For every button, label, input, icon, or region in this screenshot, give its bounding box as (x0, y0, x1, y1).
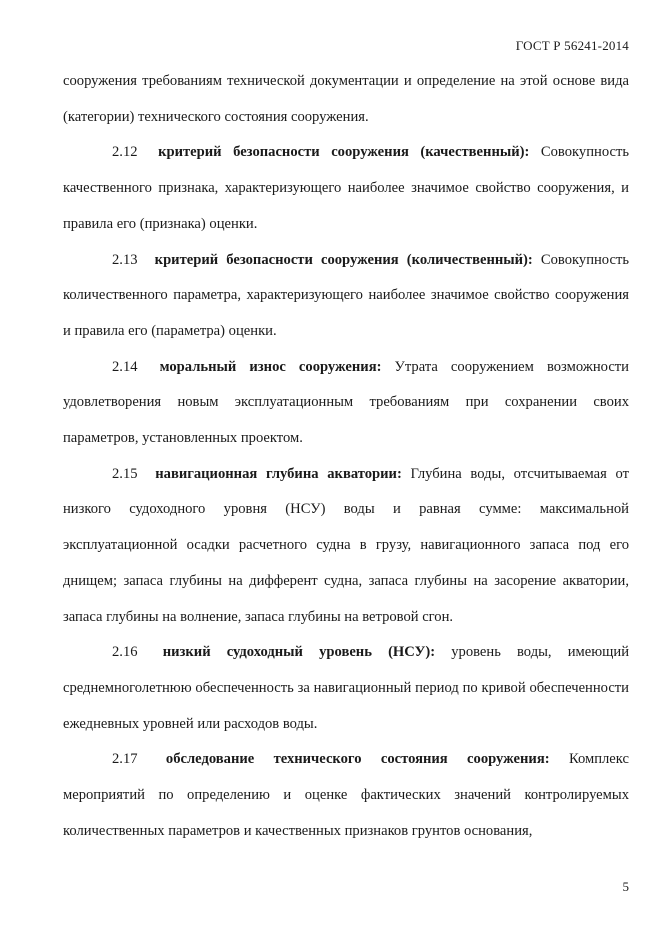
page-number: 5 (622, 879, 629, 894)
definition-term: низкий судоходный уровень (НСУ): (162, 644, 436, 661)
definition-2-13 (63, 243, 629, 350)
definition-2-16 (63, 635, 629, 742)
definition-2-15 (63, 457, 629, 636)
intro-fragment: сооружения требованиям технической документации и определение на этой основе вида (категории) технического состояния сооружения. (63, 73, 629, 125)
definition-text: Комплекс мероприятий по определению и оценке фактических значений контролируемых количественных параметров и качественных признаков грунтов основания, (63, 751, 629, 839)
definition-2-14 (63, 350, 629, 457)
definition-number: 2.15 (112, 465, 138, 482)
definition-term: критерий безопасности сооружения (количественный): (154, 251, 533, 268)
definition-2-12 (63, 135, 629, 242)
document-header: ГОСТ Р 56241-2014 (515, 38, 629, 53)
definition-number: 2.13 (112, 251, 138, 268)
document-body (63, 64, 629, 849)
definition-number: 2.14 (112, 358, 138, 375)
definition-text: Совокупность качественного признака, характеризующего наиболее значимое свойство сооружения, и правила его (признака) оценки. (63, 144, 629, 232)
definition-number: 2.12 (112, 144, 138, 161)
definition-2-17 (63, 742, 629, 849)
definition-term: моральный износ сооружения: (159, 358, 382, 375)
definition-term: обследование технического состояния сооружения: (165, 751, 550, 768)
definition-number: 2.16 (112, 644, 138, 661)
definition-number: 2.17 (112, 751, 138, 768)
definition-term: критерий безопасности сооружения (качественный): (158, 144, 530, 161)
definition-text: Глубина воды, отсчитываемая от низкого судоходного уровня (НСУ) воды и равная сумме: максимальной эксплуатационной осадки расчетного судна в грузу, навигационного запаса под его днищем; запаса глубины на дифферент судна, запаса глубины на засорение акватории, запаса глубины на волнение, запаса глубины на ветровой сгон. (63, 465, 629, 625)
definition-text: Утрата сооружением возможности удовлетворения новым эксплуатационным требованиям при сохранении своих параметров, установленных проектом. (63, 358, 629, 447)
definition-text: Совокупность количественного параметра, характеризующего наиболее значимое свойство сооружения и правила его (параметра) оценки. (63, 251, 629, 339)
definition-term: навигационная глубина акватории: (155, 465, 402, 482)
definition-text: уровень воды, имеющий среднемноголетнюю обеспеченность за навигационный период по кривой обеспеченности ежедневных уровней или расходов воды. (63, 644, 629, 732)
